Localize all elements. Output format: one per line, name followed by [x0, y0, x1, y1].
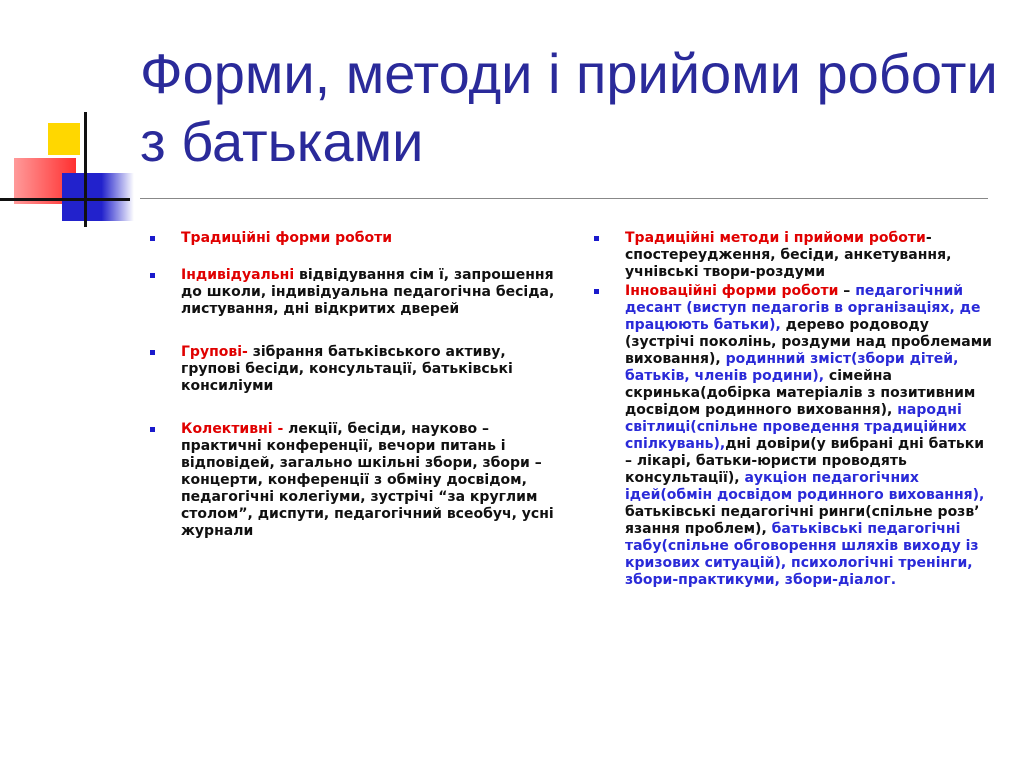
item-text: –	[838, 283, 856, 299]
bullet-icon	[150, 236, 155, 241]
decor-vertical-line	[84, 112, 87, 227]
item-highlight: Інноваційні форми роботи	[625, 283, 839, 299]
item-text: сімейна скринька(добірка матеріалів з позитивним досвідом родинного виховання),	[625, 368, 976, 418]
list-item	[150, 267, 560, 318]
left-column	[150, 230, 560, 559]
decor-yellow-square	[48, 123, 80, 155]
decor-blue-square	[62, 173, 134, 221]
bullet-icon	[150, 350, 155, 355]
item-text-blue: народні світлиці(спільне проведення традиційних спілкувань),	[625, 402, 967, 452]
item-text-blue: педагогічний десант (виступ педагогів в організаціях, де працюють батьки),	[625, 283, 981, 333]
item-text: лекції, бесіди, науково – практичні конференції, вечори питань і відповідей, загально шкільні збори, збори – концерти, конференції з обміну досвідом, педагогічні колегіуми, зустрічі “за круглим столом”, диспути, педагогічний всеобуч, усні журнали	[181, 421, 554, 539]
item-text-blue: аукціон педагогічних ідей(обмін досвідом родинного виховання),	[625, 470, 985, 503]
list-item	[150, 344, 560, 395]
slide-title: Форми, методи і прийоми роботи з батьками	[140, 42, 998, 173]
item-highlight: Групові-	[181, 344, 248, 360]
title-divider	[140, 198, 988, 199]
list-item	[594, 230, 994, 281]
list-item	[594, 283, 994, 589]
right-column	[594, 230, 994, 591]
item-text-blue: родинний зміст(збори дітей, батьків, членів родини),	[625, 351, 959, 384]
item-text: - спостереудження, бесіди, анкетування, учнівські твори-роздуми	[625, 230, 952, 280]
item-highlight: Колективні -	[181, 421, 289, 437]
item-text: батьківські педагогічні ринги(спільне розв’ язання проблем),	[625, 504, 980, 537]
item-text: дні довіри(у вибрані дні батьки – лікарі, батьки-юристи проводять консультації),	[625, 436, 985, 486]
decor-horizontal-line	[0, 198, 130, 201]
bullet-icon	[594, 289, 599, 294]
list-item	[150, 230, 560, 247]
item-highlight: Традиційні форми роботи	[181, 230, 393, 246]
item-highlight: Традиційні методи і прийоми роботи	[625, 230, 926, 246]
bullet-icon	[594, 236, 599, 241]
list-item	[150, 421, 560, 540]
item-text-blue: батьківські педагогічні табу(спільне обговорення шляхів виходу із кризових ситуацій), психологічні тренінги, збори-практикуми, збори-діалог.	[625, 521, 979, 588]
item-text: дерево родоводу (зустрічі поколінь, роздуми над проблемами виховання),	[625, 317, 992, 367]
item-text: зібрання батьківського активу, групові бесіди, консультації, батьківські консиліуми	[181, 344, 513, 394]
item-highlight: Індивідуальні	[181, 267, 295, 283]
item-text: відвідування сім ї, запрошення до школи, індивідуальна педагогічна бесіда, листування, дні відкритих дверей	[181, 267, 555, 317]
bullet-icon	[150, 273, 155, 278]
bullet-icon	[150, 427, 155, 432]
